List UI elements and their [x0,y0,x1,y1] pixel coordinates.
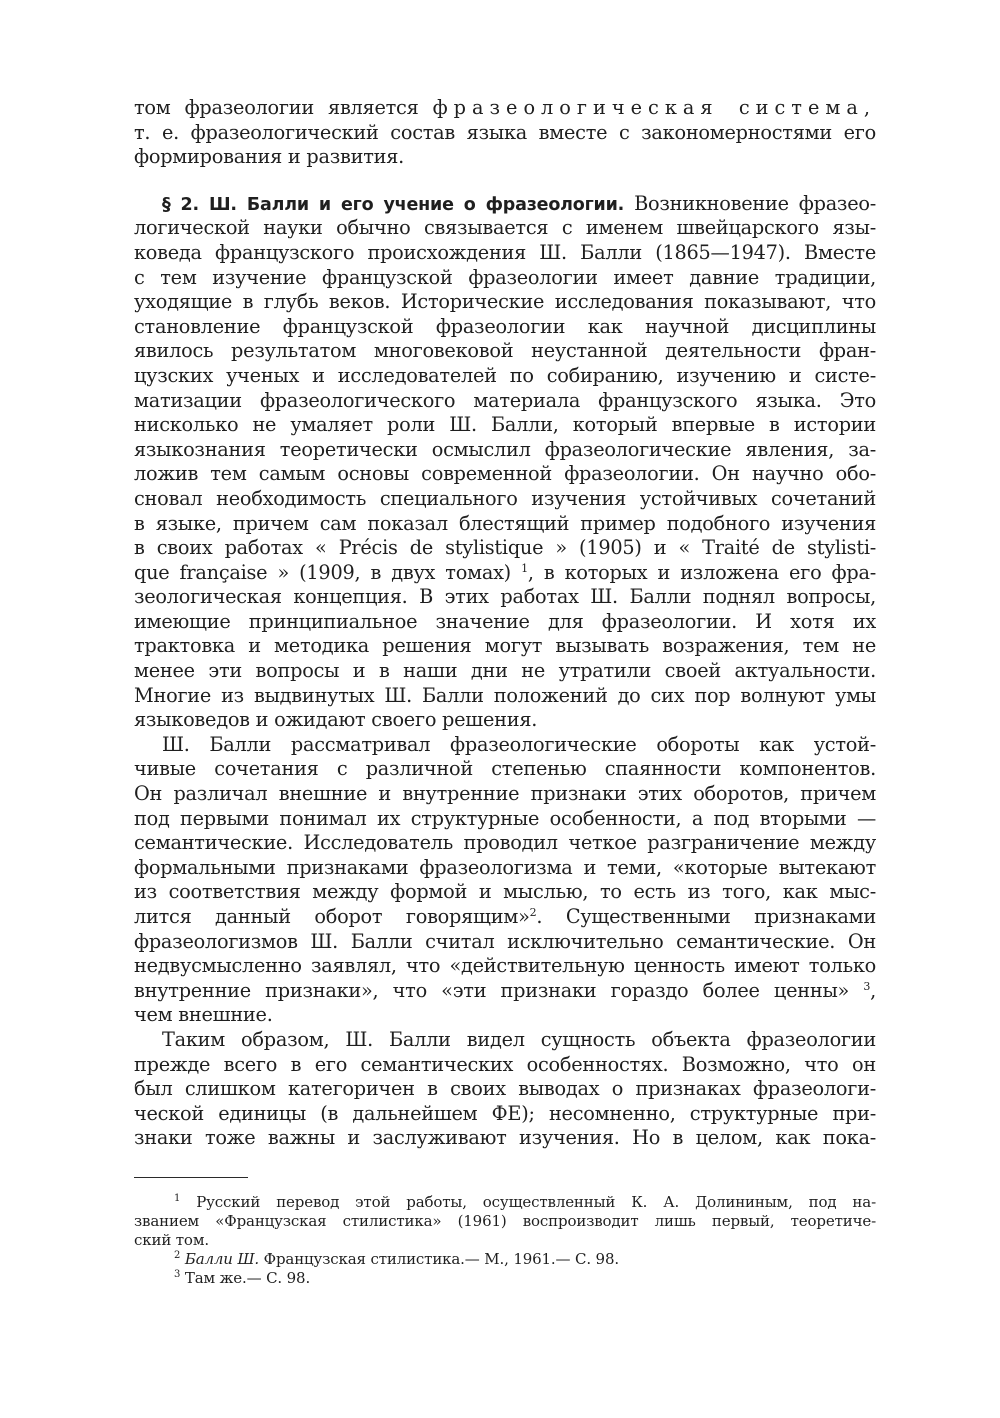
text-line: внутренние признаки», что «эти признаки гораздо более ценны» $^3$, [134,978,876,1002]
paragraph [134,192,876,733]
text-line: Ш. Балли рассматривал фразеологические обороты как устой- [162,732,876,756]
paragraph [134,1028,876,1151]
footnote [134,1250,876,1269]
text-line: прежде всего в его семантических особенностях. Возможно, что он [134,1052,876,1076]
text-line: логической науки обычно связывается с именем швейцарского язы- [134,216,876,240]
text-line: формирования и развития. [134,145,405,169]
text-line: зеологическая концепция. В этих работах Ш. Балли поднял вопросы, [134,585,876,609]
footnote-mark: 1 [174,1193,181,1204]
footnote [134,1269,876,1288]
text-line: § 2. Ш. Балли и его учение о фразеологии. Возникновение фразео- [162,191,876,215]
spaced-term: фразеологическая система, [432,96,877,119]
text-line: том фразеологии является фразеологическая система, [134,96,877,119]
text-line: лится данный оборот говорящим»$^2$. Существенными признаками [134,905,876,928]
text-line: знаки тоже важны и заслуживают изучения. Но в целом, как пока- [134,1126,876,1150]
footnote-line: званием «Французская стилистика» (1961) воспроизводит лишь первый, теоретиче- [134,1212,876,1230]
footnote-author: Балли Ш. [184,1250,260,1268]
text-line: трактовка и методика решения могут вызывать возражения, тем не [134,634,876,658]
text-line: имеющие принципиальное значение для фразеологии. И хотя их [134,609,876,633]
text-line: чивые сочетания с различной степенью спаянности компонентов. [134,757,876,781]
text-line: менее эти вопросы и в наши дни не утратили своей актуальности. [134,659,876,683]
footnote-mark: 2 [174,1250,181,1261]
paragraph [134,96,876,170]
text-line: que française » (1909, в двух томах) $^1$, в которых и изложена его фра- [134,560,876,584]
footnote-ref: 3 [863,979,871,993]
text-line: ложив тем самым основы современной фразеологии. Он научно обо- [134,462,876,486]
text-line: явилось результатом многовековой неустанной деятельности фран- [134,339,876,363]
footnote-line: ский том. [134,1231,209,1249]
text-line: становление французской фразеологии как научной дисциплины [134,314,876,338]
text-line: цузских ученых и исследователей по собиранию, изучению и систе- [134,363,876,387]
text-line: ческой единицы (в дальнейшем ФЕ); несомненно, структурные при- [134,1101,876,1125]
text-line: уходящие в глубь веков. Исторические исследования показывают, что [134,290,876,314]
text-line: в своих работах « Précis de stylistique » (1905) и « Traité de stylisti- [134,536,876,560]
footnote-line: $^1$ Русский перевод этой работы, осуществленный К. А. Долининым, под на- [174,1193,876,1211]
footnote-line: $^3$ Там же.— С. 98. [174,1269,311,1287]
text-line: Он различал внешние и внутренние признаки этих оборотов, причем [134,782,876,806]
text-line: языковедов и ожидают своего решения. [134,708,538,732]
text-line: матизации фразеологического материала французского языка. Это [134,388,876,412]
text-line: т. е. фразеологический состав языка вместе с закономерностями его [134,120,876,144]
text-line: нисколько не умаляет роли Ш. Балли, который впервые в истории [134,413,876,437]
text-line: в языке, причем сам показал блестящий пример подобного изучения [134,511,876,535]
text-line: недвусмысленно заявлял, что «действительную ценность имеют только [134,954,876,978]
text-line: Многие из выдвинутых Ш. Балли положений до сих пор волнуют умы [134,683,876,707]
footnote-line: $^2$ Балли Ш. Французская стилистика.— М., 1961.— С. 98. [174,1250,619,1268]
text-line: фразеологизмов Ш. Балли считал исключительно семантические. Он [134,929,876,953]
text-line: сновал необходимость специального изучения устойчивых сочетаний [134,486,876,510]
footnote-ref: 2 [529,906,537,919]
text-line: с тем изучение французской фразеологии имеет давние традиции, [134,265,876,289]
section-heading: § 2. Ш. Балли и его учение о фразеологии. [162,194,625,215]
text-line: был слишком категоричен в своих выводах о признаках фразеологи- [134,1077,876,1101]
text-line: чем внешние. [134,1003,273,1027]
text-line: из соответствия между формой и мыслью, то есть из того, как мыс- [134,880,876,904]
text-line: языкознания теоретически осмыслил фразеологические явления, за- [134,437,876,461]
text-line: под первыми понимал их структурные особенности, а под вторыми — [134,806,876,830]
footnotes [134,1193,876,1288]
text-line: формальными признаками фразеологизма и теми, «которые вытекают [134,855,876,879]
footnote-mark: 3 [174,1269,181,1280]
paragraph [134,733,876,1028]
text-line: коведа французского происхождения Ш. Балли (1865—1947). Вместе [134,240,876,264]
text-line: Таким образом, Ш. Балли видел сущность объекта фразеологии [162,1027,876,1051]
page-body [134,96,876,1151]
text-line: семантические. Исследователь проводил четкое разграничение между [134,831,876,855]
footnote-ref: 1 [521,561,528,575]
footnote [134,1193,876,1250]
footnote-divider [134,1177,248,1178]
